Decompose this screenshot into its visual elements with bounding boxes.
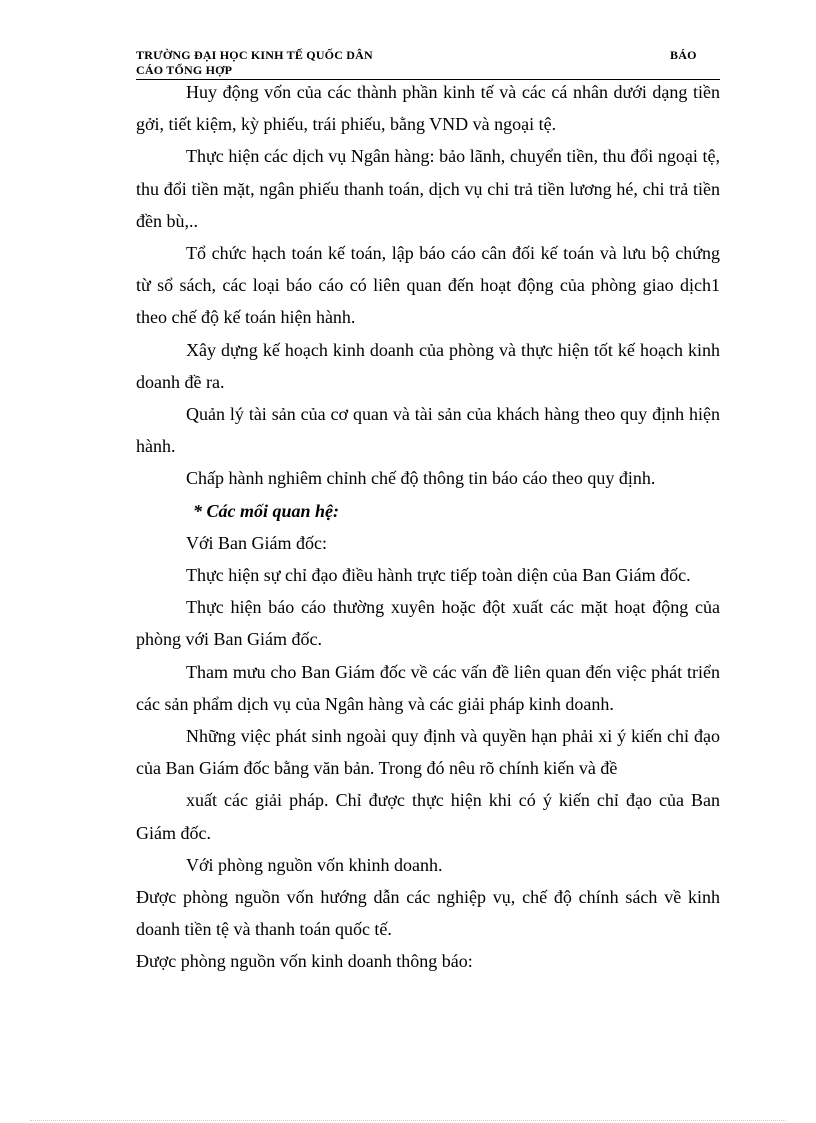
paragraph-capital-mobilization: Huy động vốn của các thành phần kinh tế và các cá nhân dưới dạng tiền gởi, tiết kiệm, kỳ phiếu, trái phiếu, bằng VND và ngoại tệ. [136,82,720,135]
paragraph-business-plan: Xây dựng kế hoạch kinh doanh của phòng và thực hiện tốt kế hoạch kinh doanh đề ra. [136,339,720,392]
page-header [136,48,720,78]
paragraph-board-advising: Tham mưu cho Ban Giám đốc về các vấn đề liên quan đến việc phát triển các sản phẩm dịch vụ của Ngân hàng và các giải pháp kinh doanh. [136,661,720,714]
header-report-title: CÁO TỔNG HỢP [136,63,233,77]
paragraph-with-capital-dept: Với phòng nguồn vốn khinh doanh. [186,854,443,875]
paragraph-accounting: Tổ chức hạch toán kế toán, lập báo cáo cân đối kế toán và lưu bộ chứng từ sổ sách, các loại báo cáo có liên quan đến hoạt động của phòng giao dịch1 theo chế độ kế toán hiện hành. [136,243,720,328]
header-school-name: TRƯỜNG ĐẠI HỌC KINH TẾ QUỐC DÂN [136,48,373,62]
paragraph-with-board: Với Ban Giám đốc: [186,532,327,553]
document-body [136,76,720,978]
paragraph-board-reporting: Thực hiện báo cáo thường xuyên hoặc đột xuất các mặt hoạt động của phòng với Ban Giám đốc. [136,597,720,650]
paragraph-capital-guidance: Được phòng nguồn vốn hướng dẫn các nghiệp vụ, chế độ chính sách về kinh doanh tiền tệ và thanh toán quốc tế. [136,887,720,940]
paragraph-extra-matters-continued: xuất các giải pháp. Chỉ được thực hiện khi có ý kiến chỉ đạo của Ban Giám đốc. [136,790,720,843]
paragraph-board-direction: Thực hiện sự chỉ đạo điều hành trực tiếp toàn diện của Ban Giám đốc. [186,565,691,586]
paragraph-banking-services: Thực hiện các dịch vụ Ngân hàng: bảo lãnh, chuyển tiền, thu đổi ngoại tệ, thu đổi tiền mặt, ngân phiếu thanh toán, dịch vụ chi trả tiền lương hé, chi trả tiền đền bù,.. [136,146,720,231]
header-report-word: BÁO [670,48,697,62]
section-heading-relationships: * Các mối quan hệ: [193,500,340,521]
paragraph-extra-matters: Những việc phát sinh ngoài quy định và quyền hạn phải xi ý kiến chỉ đạo của Ban Giám đốc bằng văn bản. Trong đó nêu rõ chính kiến và đề [136,726,720,779]
paragraph-asset-management: Quản lý tài sản của cơ quan và tài sản của khách hàng theo quy định hiện hành. [136,404,720,457]
paragraph-capital-notice: Được phòng nguồn vốn kinh doanh thông báo: [136,951,473,972]
page-bottom-border [30,1120,786,1121]
paragraph-reporting-compliance: Chấp hành nghiêm chỉnh chế độ thông tin báo cáo theo quy định. [186,468,656,489]
